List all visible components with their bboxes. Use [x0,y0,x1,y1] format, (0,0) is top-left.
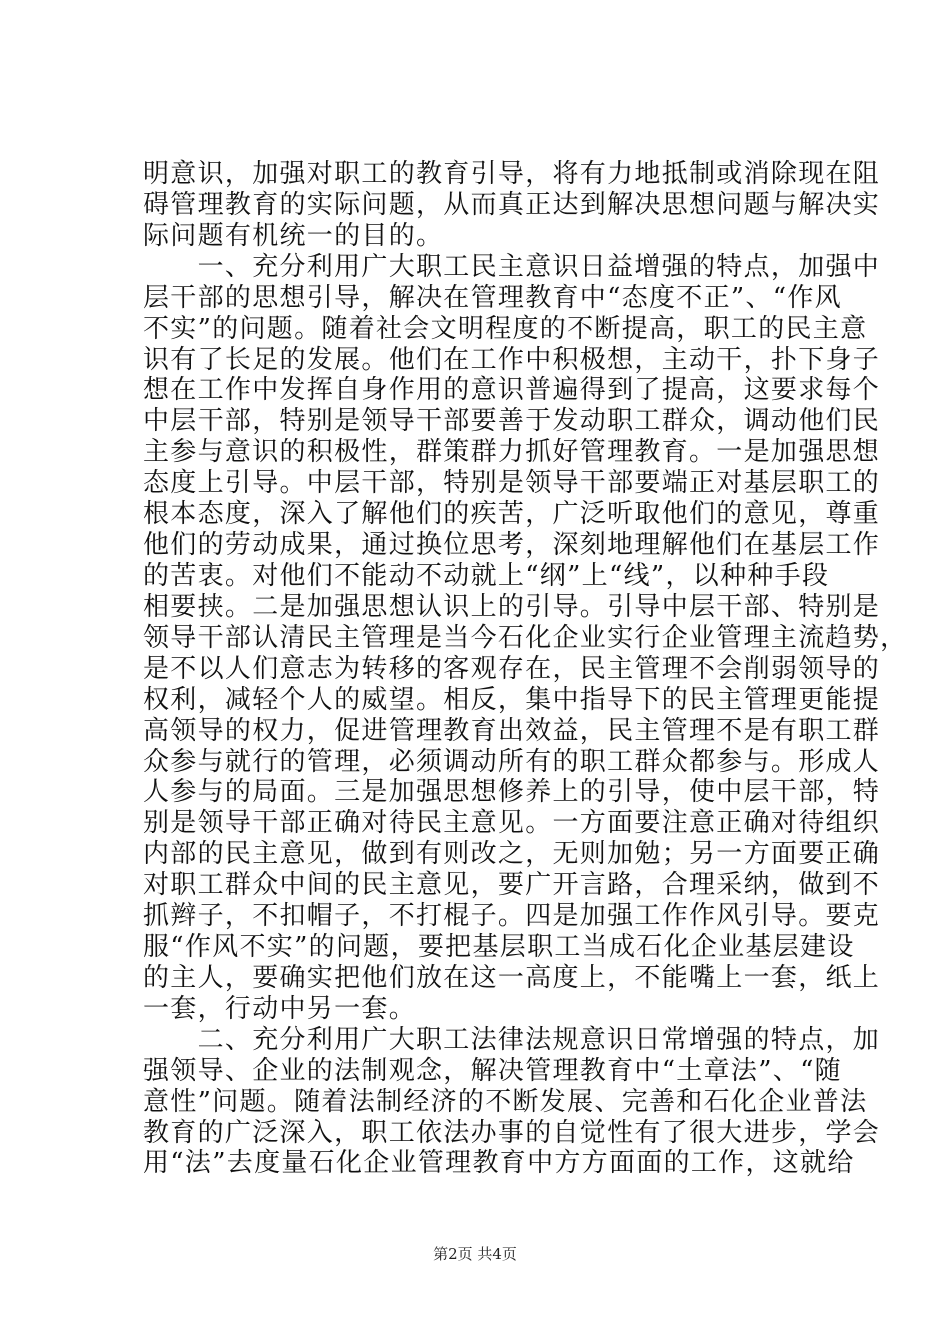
text-line: 领导干部认清民主管理是当今石化企业实行企业管理主流趋势， [143,622,908,653]
text-line: 抓辫子，不扣帽子，不打棍子。四是加强工作作风引导。要克 [143,901,881,932]
text-line: 根本态度，深入了解他们的疾苦，广泛听取他们的意见，尊重 [143,499,881,530]
text-line: 识有了长足的发展。他们在工作中积极想，主动干，扑下身子 [143,344,881,375]
text-line: 不实”的问题。随着社会文明程度的不断提高，职工的民主意 [143,313,868,344]
text-line: 强领导、企业的法制观念，解决管理教育中“土章法”、“随 [143,1055,842,1086]
text-line: 一、充分利用广大职工民主意识日益增强的特点，加强中 [143,251,881,282]
text-line: 二、充分利用广大职工法律法规意识日常增强的特点，加 [143,1024,881,1055]
text-line: 服“作风不实”的问题，要把基层职工当成石化企业基层建设 [143,932,855,962]
text-line: 一套，行动中另一套。 [143,993,417,1024]
text-line: 人参与的局面。三是加强思想修养上的引导，使中层干部，特 [143,777,881,808]
text-line: 明意识，加强对职工的教育引导，将有力地抵制或消除现在阻 [143,159,881,189]
text-line: 的苦衷。对他们不能动不动就上“纲”上“线”，以种种手段 [143,561,830,591]
text-line: 相要挟。二是加强思想认识上的引导。引导中层干部、特别是 [143,591,881,622]
text-line: 的主人，要确实把他们放在这一高度上，不能嘴上一套，纸上 [143,962,881,993]
page-footer: 第2页 共4页 [433,1245,517,1263]
text-line: 意性”问题。随着法制经济的不断发展、完善和石化企业普法 [143,1086,868,1117]
text-line: 中层干部，特别是领导干部要善于发动职工群众，调动他们民 [143,406,881,437]
text-line: 他们的劳动成果，通过换位思考，深刻地理解他们在基层工作 [143,530,881,560]
text-line: 高领导的权力，促进管理教育出效益，民主管理不是有职工群 [143,715,881,746]
text-line: 对职工群众中间的民主意见，要广开言路，合理采纳，做到不 [143,870,881,901]
text-line: 主参与意识的积极性，群策群力抓好管理教育。一是加强思想 [143,437,881,468]
text-line: 别是领导干部正确对待民主意见。一方面要注意正确对待组织 [143,808,881,839]
text-line: 态度上引导。中层干部，特别是领导干部要端正对基层职工的 [143,468,881,499]
text-line: 层干部的思想引导，解决在管理教育中“态度不正”、“作风 [143,282,842,313]
text-line: 教育的广泛深入，职工依法办事的自觉性有了很大进步，学会 [143,1117,881,1148]
text-line: 众参与就行的管理，必须调动所有的职工群众都参与。形成人 [143,746,881,777]
text-line: 是不以人们意志为转移的客观存在，民主管理不会削弱领导的 [143,653,881,684]
text-line: 际问题有机统一的目的。 [143,220,444,251]
text-line: 权利，减轻个人的威望。相反，集中指导下的民主管理更能提 [143,684,881,715]
text-line: 用“法”去度量石化企业管理教育中方方面面的工作，这就给 [143,1148,855,1179]
text-line: 内部的民主意见，做到有则改之，无则加勉；另一方面要正确 [143,839,881,870]
text-line: 想在工作中发挥自身作用的意识普遍得到了提高，这要求每个 [143,375,881,406]
text-line: 碍管理教育的实际问题，从而真正达到解决思想问题与解决实 [143,189,881,220]
